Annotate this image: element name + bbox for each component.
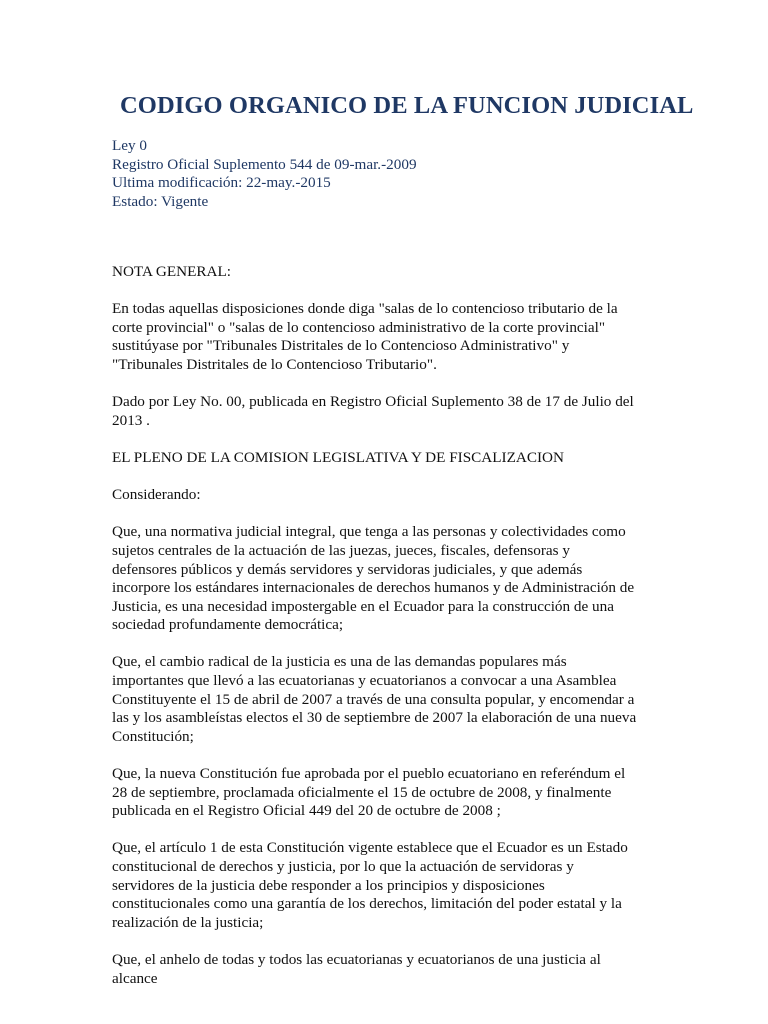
general-note-heading: NOTA GENERAL: — [112, 263, 232, 280]
last-modification: Ultima modificación: 22-may.-2015 — [112, 174, 331, 192]
document-metadata — [112, 137, 652, 211]
issuing-body: EL PLENO DE LA COMISION LEGISLATIVA Y DE FISCALIZACION — [112, 448, 564, 466]
enactment-note: Dado por Ley No. 00, publicada en Registro Oficial Suplemento 38 de 17 de Julio del 2013 . — [112, 393, 634, 429]
document-title: CODIGO ORGANICO DE LA FUNCION JUDICIAL — [120, 92, 694, 119]
recital-2: Que, el cambio radical de la justicia es una de las demandas populares más importantes que llevó a las ecuatorianas y ecuatorianos a convocar a una Asamblea Constituyente el 15 de abril de 2007 a través de una consulta popular, y encomendar a las y los asambleístas electos el 30 de septiembre de 2007 la elaboración de una nueva Constitución; — [112, 653, 637, 745]
official-registry: Registro Oficial Suplemento 544 de 09-mar.-2009 — [112, 155, 417, 173]
general-note-text: En todas aquellas disposiciones donde diga "salas de lo contencioso tributario de la corte provincial" o "salas de lo contencioso administrativo de la corte provincial" sustitúyase por "Tribunales Distritales de lo Contencioso Administrativo" y "Tribunales Distritales de lo Contencioso Tributario". — [112, 300, 618, 373]
recital-4: Que, el artículo 1 de esta Constitución vigente establece que el Ecuador es un Estado constitucional de derechos y justicia, por lo que la actuación de servidoras y servidores de la justicia debe responder a los principios y disposiciones constitucionales como una garantía de los derechos, limitación del poder estatal y la realización de la justicia; — [112, 839, 628, 931]
recital-5: Que, el anhelo de todas y todos las ecuatorianas y ecuatorianos de una justicia al alcance — [112, 950, 601, 987]
law-number: Ley 0 — [112, 137, 148, 154]
considering-heading: Considerando: — [112, 486, 201, 504]
recital-1: Que, una normativa judicial integral, que tenga a las personas y colectividades como sujetos centrales de la actuación de las juezas, jueces, fiscales, defensoras y defensores públicos y demás servidores y servidoras judiciales, y que además incorpore los estándares internacionales de derechos humanos y de Administración de Justicia, es una necesidad impostergable en el Ecuador para la construcción de una sociedad profundamente democrática; — [112, 523, 635, 634]
status: Estado: Vigente — [112, 192, 209, 210]
recital-3: Que, la nueva Constitución fue aprobada por el pueblo ecuatoriano en referéndum el 28 de septiembre, proclamada oficialmente el 15 de octubre de 2008, y finalmente publicada en el Registro Oficial 449 del 20 de octubre de 2008 ; — [112, 765, 626, 820]
document-body — [112, 263, 637, 1007]
